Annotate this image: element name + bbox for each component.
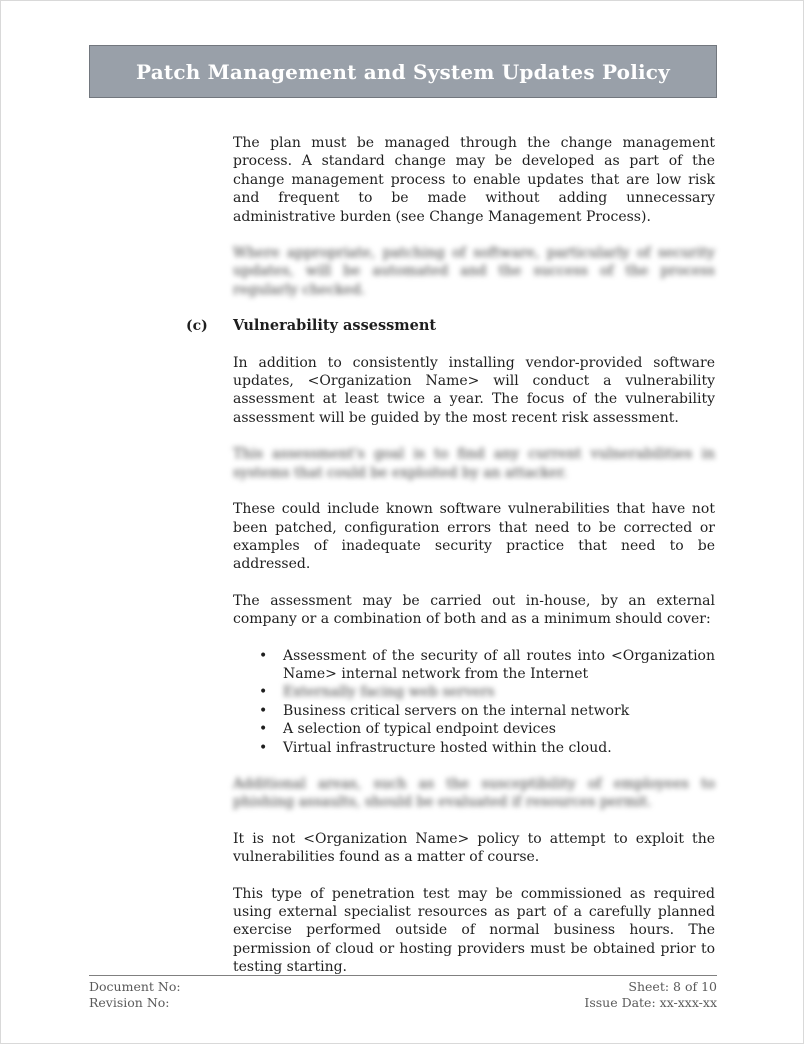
- section-label: (c): [186, 318, 208, 335]
- list-item-text: Assessment of the security of all routes into <Organization Name> internal network from the Internet: [283, 647, 715, 682]
- paragraph-redacted-patch-automation: Where appropriate, patching of software, particularly of security updates, will be automated and the success of the process regularly checked.: [233, 245, 715, 298]
- paragraph-assessment-scope-intro: The assessment may be carried out in-house, by an external company or a combination of both and as a minimum should cover:: [233, 592, 715, 628]
- section-heading-vulnerability-assessment: Vulnerability assessment: [233, 317, 437, 335]
- list-item: [283, 720, 715, 738]
- paragraph-known-vulnerabilities: These could include known software vulnerabilities that have not been patched, configuration errors that need to be corrected or examples of inadequate security practice that need to be addressed.: [233, 501, 715, 573]
- issue-date: Issue Date: xx-xxx-xx: [584, 994, 717, 1010]
- section-heading-row: [186, 317, 715, 335]
- revision-no-label: Revision No:: [89, 994, 170, 1010]
- paragraph-vendor-updates: In addition to consistently installing vendor-provided software updates, <Organization Name> will conduct a vulnerability assessment at least twice a year. The focus of the vulnerability assessment will be guided by the most recent risk assessment.: [233, 354, 715, 426]
- list-item: [283, 647, 715, 684]
- list-item: [283, 739, 715, 757]
- list-item-text-redacted: Externally facing web servers: [283, 684, 495, 701]
- list-item: [283, 683, 715, 701]
- list-item-text: Virtual infrastructure hosted within the cloud.: [283, 739, 612, 756]
- paragraph-redacted-assessment-goal: This assessment's goal is to find any current vulnerabilities in systems that could be exploited by an attacker.: [233, 446, 715, 481]
- assessment-scope-list: [233, 647, 715, 757]
- document-title-banner: [89, 45, 717, 98]
- list-item-text: A selection of typical endpoint devices: [283, 721, 556, 738]
- list-item: [283, 702, 715, 720]
- document-title: Patch Management and System Updates Policy: [136, 59, 670, 84]
- list-item-text: Business critical servers on the internal network: [283, 702, 630, 719]
- footer-right-block: [584, 979, 717, 1010]
- page-footer: [89, 975, 717, 1010]
- sheet-number: Sheet: 8 of 10: [628, 979, 717, 994]
- paragraph-change-management: The plan must be managed through the change management process. A standard change may be developed as part of the change management process to enable updates that are low risk and frequent to be made without adding unnecessary administrative burden (see Change Management Process).: [233, 135, 715, 225]
- paragraph-redacted-additional-areas: Additional areas, such as the susceptibility of employees to phishing assaults, should be evaluated if resources permit.: [233, 775, 715, 811]
- paragraph-exploit-policy: It is not <Organization Name> policy to attempt to exploit the vulnerabilities found as a matter of course.: [233, 830, 715, 866]
- footer-left-block: [89, 979, 181, 1010]
- document-body: [186, 134, 715, 995]
- paragraph-penetration-test: This type of penetration test may be commissioned as required using external specialist resources as part of a carefully planned exercise performed outside of normal business hours. The permission of cloud or hosting providers must be obtained prior to testing starting.: [233, 885, 715, 976]
- document-no-label: Document No:: [89, 979, 181, 994]
